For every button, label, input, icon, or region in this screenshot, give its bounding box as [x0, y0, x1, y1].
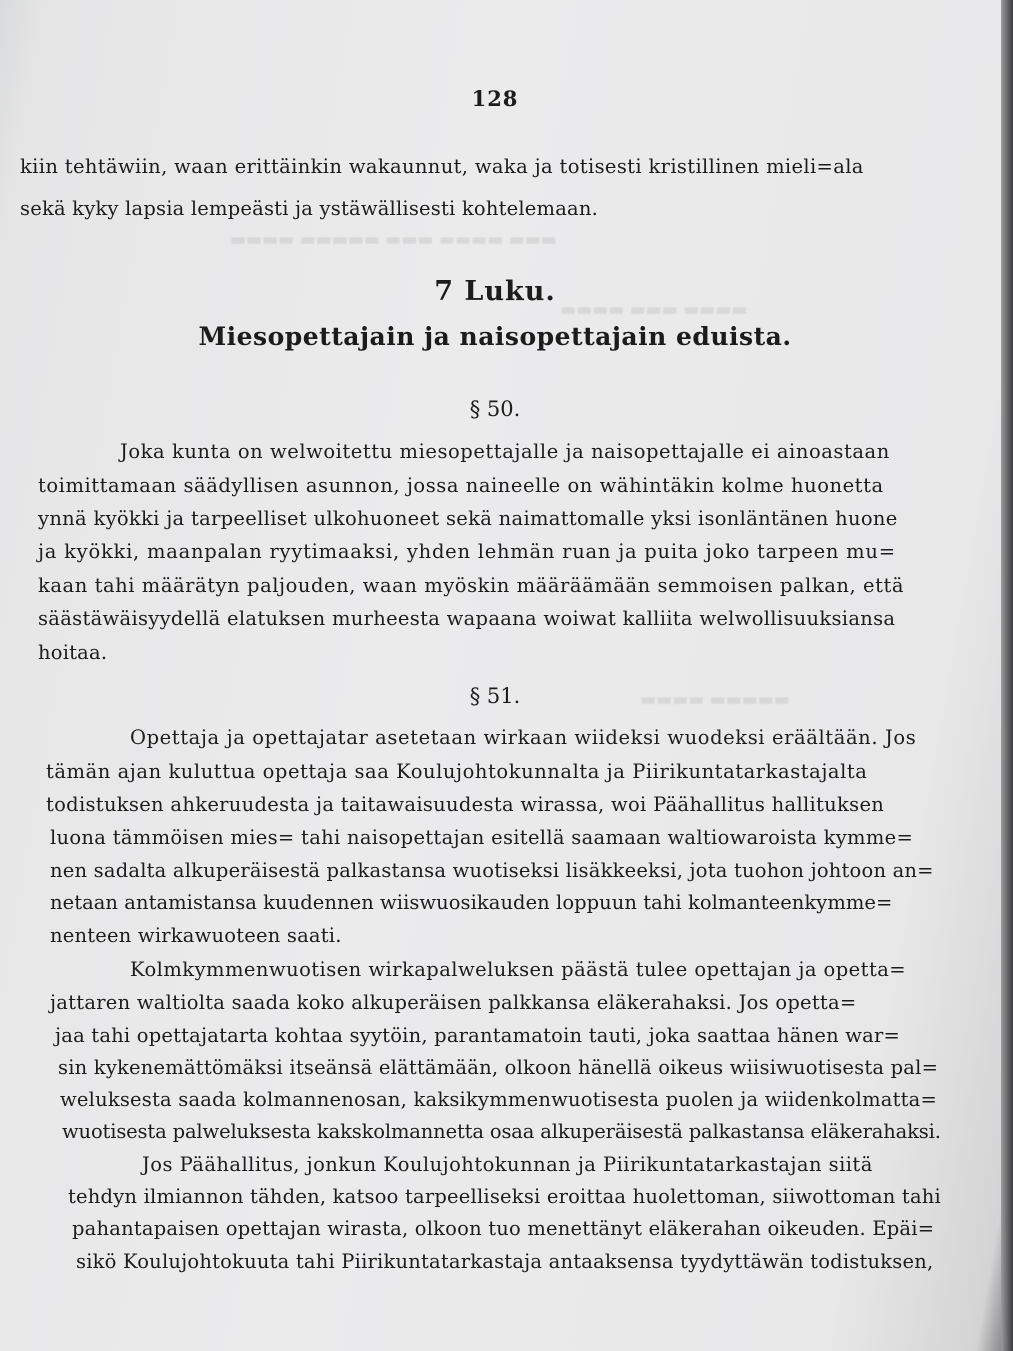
- intro-line: kiin tehtäwiin, waan erittäinkin wakaunnut, waka ja totisesti kristillinen mieli=ala: [20, 155, 864, 178]
- paragraph-line: jaa tahi opettajatarta kohtaa syytöin, parantamatoin tauti, joka saattaa hänen war=: [55, 1024, 901, 1047]
- paragraph-line: Opettaja ja opettajatar asetetaan wirkaan wiideksi wuodeksi eräältään. Jos: [130, 726, 917, 749]
- paragraph-line: sikö Koulujohtokuuta tahi Piirikuntatarkastaja antaaksensa tyydyttäwän todistuksen,: [76, 1250, 934, 1273]
- paragraph-line: tehdyn ilmiannon tähden, katsoo tarpeelliseksi eroittaa huolettoman, siiwottoman tahi: [68, 1185, 941, 1208]
- show-through-texture: ▬▬▬ ▬▬▬▬ ▬▬▬ ▬▬▬▬▬ ▬▬▬▬: [230, 230, 557, 250]
- page-number: 128: [471, 86, 519, 111]
- paragraph-line: wuotisesta palweluksesta kakskolmannetta osaa alkuperäisestä palkastansa eläkerahaksi.: [62, 1120, 941, 1143]
- paragraph-line: Kolmkymmenwuotisen wirkapalweluksen päästä tulee opettajan ja opetta=: [130, 958, 907, 981]
- show-through-texture: ▬▬▬▬▬ ▬▬▬▬: [640, 690, 790, 710]
- paragraph-line: pahantapaisen opettajan wirasta, olkoon tuo menettänyt eläkerahan oikeuden. Epäi=: [72, 1217, 935, 1240]
- paragraph-line: toimittamaan säädyllisen asunnon, jossa naineelle on wähintäkin kolme huonetta: [38, 474, 884, 497]
- chapter-number: 7 Luku.: [434, 276, 556, 307]
- paragraph-line: jattaren waltiolta saada koko alkuperäisen palkkansa eläkerahaksi. Jos opetta=: [50, 991, 857, 1014]
- paragraph-line: ja kyökki, maanpalan ryytimaaksi, yhden lehmän ruan ja puita joko tarpeen mu=: [38, 540, 896, 563]
- paragraph-line: nen sadalta alkuperäisestä palkastansa wuotiseksi lisäkkeeksi, jota tuohon johtoon an=: [50, 859, 934, 882]
- intro-line: sekä kyky lapsia lempeästi ja ystäwällisesti kohtelemaan.: [20, 197, 599, 220]
- section-mark-51: § 51.: [469, 684, 521, 708]
- page-edge-shadow: [1001, 0, 1013, 1351]
- paragraph-line: tämän ajan kuluttua opettaja saa Koulujohtokunnalta ja Piirikuntatarkastajalta: [46, 760, 868, 783]
- show-through-texture: ▬▬▬▬ ▬▬▬ ▬▬▬▬: [560, 300, 748, 320]
- paragraph-line: Joka kunta on welwoitettu miesopettajalle ja naisopettajalle ei ainoastaan: [120, 440, 890, 463]
- paragraph-line: netaan antamistansa kuudennen wiiswuosikauden loppuun tahi kolmanteenkymme=: [50, 891, 893, 914]
- paragraph-line: Jos Päähallitus, jonkun Koulujohtokunnan ja Piirikuntatarkastajan siitä: [142, 1153, 873, 1176]
- paragraph-line: weluksesta saada kolmannenosan, kaksikymmenwuotisesta puolen ja wiidenkolmatta=: [60, 1088, 938, 1111]
- paragraph-line: todistuksen ahkeruudesta ja taitawaisuudesta wirassa, woi Päähallitus hallituksen: [46, 793, 885, 816]
- paragraph-line: säästäwäisyydellä elatuksen murheesta wapaana woiwat kalliita welwollisuuksiansa: [38, 607, 896, 630]
- paragraph-line: sin kykenemättömäksi itseänsä elättämään, olkoon hänellä oikeus wiisiwuotisesta pal=: [58, 1056, 939, 1079]
- paragraph-line: ynnä kyökki ja tarpeelliset ulkohuoneet sekä naimattomalle yksi isonläntänen huone: [38, 507, 898, 530]
- paragraph-line: hoitaa.: [38, 641, 108, 664]
- paragraph-line: kaan tahi määrätyn paljouden, waan myöskin määräämään semmoisen palkan, että: [38, 574, 905, 597]
- paragraph-line: nenteen wirkawuoteen saati.: [50, 924, 342, 947]
- chapter-title: Miesopettajain ja naisopettajain eduista.: [198, 322, 792, 351]
- paragraph-line: luona tämmöisen mies= tahi naisopettajan esitellä saamaan waltiowaroista kymme=: [50, 826, 914, 849]
- section-mark-50: § 50.: [469, 397, 521, 421]
